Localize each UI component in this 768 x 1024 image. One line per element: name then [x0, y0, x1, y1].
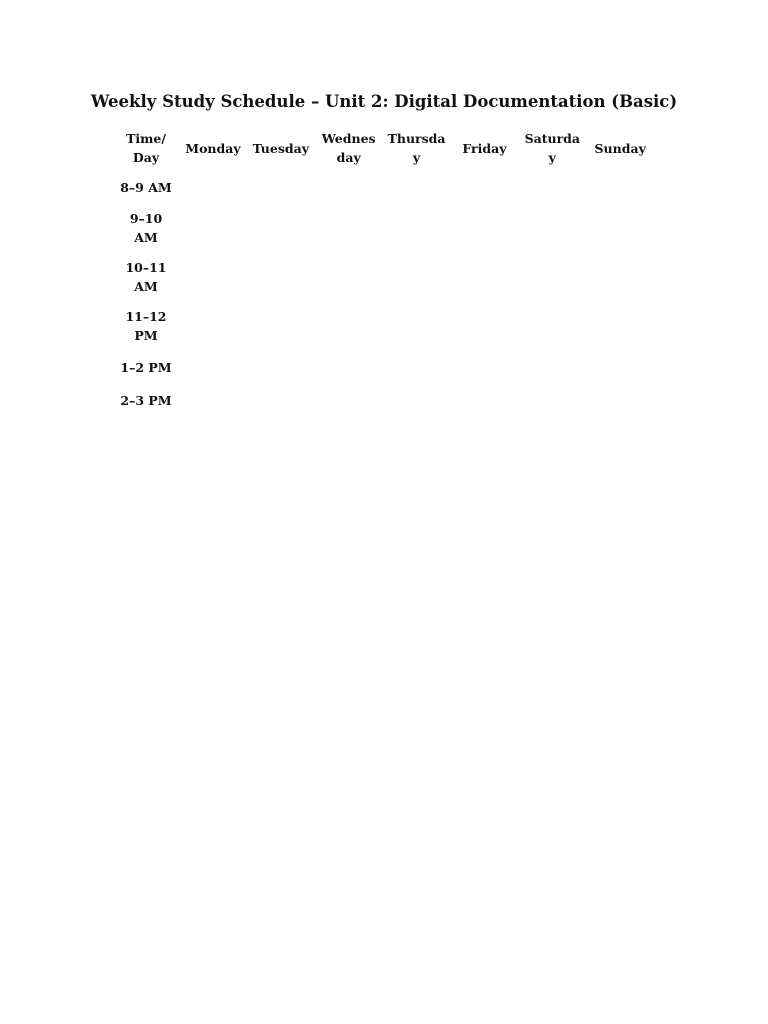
schedule-cell: [451, 385, 519, 418]
schedule-cell: [451, 352, 519, 385]
time-slot-line: 11–12: [125, 309, 167, 324]
schedule-row: [113, 303, 654, 352]
header-day-tuesday: [247, 126, 315, 172]
header-day-sunday: [586, 126, 654, 172]
schedule-row: [113, 205, 654, 254]
header-label-line: Thursda: [387, 131, 446, 146]
schedule-cell: [451, 303, 519, 352]
schedule-cell: [586, 205, 654, 254]
schedule-cell: [247, 352, 315, 385]
header-time-day: [113, 126, 179, 172]
schedule-cell: [586, 303, 654, 352]
schedule-cell: [383, 172, 451, 205]
header-day-thursday: [383, 126, 451, 172]
header-label-line: Monday: [185, 140, 241, 156]
schedule-cell: [518, 303, 586, 352]
schedule-header: [113, 126, 654, 172]
schedule-cell: [586, 172, 654, 205]
header-label-line: Tuesday: [252, 140, 309, 156]
schedule-cell: [315, 254, 383, 303]
schedule-cell: [383, 254, 451, 303]
schedule-cell: [179, 205, 247, 254]
schedule-cell: [383, 352, 451, 385]
schedule-cell: [518, 352, 586, 385]
schedule-table: [113, 126, 654, 418]
schedule-cell: [518, 205, 586, 254]
schedule-cell: [383, 385, 451, 418]
time-slot-label: [113, 172, 179, 205]
time-slot-label: [113, 205, 179, 254]
schedule-cell: [451, 172, 519, 205]
header-label-line: Day: [132, 150, 160, 165]
schedule-cell: [247, 172, 315, 205]
schedule-cell: [518, 254, 586, 303]
schedule-cell: [586, 352, 654, 385]
header-row: [113, 126, 654, 172]
time-slot-line: 9–10: [129, 211, 163, 226]
header-day-saturday: [518, 126, 586, 172]
time-slot-line: 1–2 PM: [120, 359, 172, 375]
time-slot-line: 2–3 PM: [120, 392, 172, 408]
header-label-line: Saturda: [524, 131, 581, 146]
schedule-cell: [518, 172, 586, 205]
time-slot-label: [113, 385, 179, 418]
schedule-cell: [315, 303, 383, 352]
header-label-line: Wednes: [321, 131, 376, 146]
schedule-body: [113, 172, 654, 418]
time-slot-label: [113, 352, 179, 385]
time-slot-line: AM: [134, 230, 158, 245]
time-slot-line: AM: [134, 279, 158, 294]
document-title: Weekly Study Schedule – Unit 2: Digital Documentation (Basic): [90, 92, 678, 111]
header-day-monday: [179, 126, 247, 172]
schedule-cell: [179, 352, 247, 385]
schedule-cell: [315, 352, 383, 385]
header-day-wednesday: [315, 126, 383, 172]
schedule-cell: [315, 205, 383, 254]
header-label-line: Time/: [126, 131, 166, 146]
time-slot-label: [113, 303, 179, 352]
schedule-row: [113, 172, 654, 205]
schedule-cell: [518, 385, 586, 418]
schedule-cell: [179, 254, 247, 303]
schedule-cell: [383, 205, 451, 254]
schedule-cell: [179, 385, 247, 418]
schedule-cell: [315, 172, 383, 205]
time-slot-line: PM: [134, 328, 158, 343]
header-label-line: Friday: [462, 140, 507, 156]
header-label-line: Sunday: [594, 140, 646, 156]
time-slot-line: 8–9 AM: [120, 179, 172, 195]
header-label-line: day: [336, 150, 361, 165]
time-slot-line: 10–11: [125, 260, 167, 275]
header-label-line: y: [412, 150, 421, 165]
schedule-cell: [247, 303, 315, 352]
schedule-cell: [383, 303, 451, 352]
schedule-cell: [247, 205, 315, 254]
schedule-row: [113, 385, 654, 418]
schedule-cell: [586, 385, 654, 418]
schedule-cell: [315, 385, 383, 418]
schedule-cell: [179, 172, 247, 205]
header-label-line: y: [548, 150, 556, 165]
schedule-cell: [451, 254, 519, 303]
schedule-row: [113, 352, 654, 385]
schedule-cell: [586, 254, 654, 303]
time-slot-label: [113, 254, 179, 303]
schedule-cell: [451, 205, 519, 254]
schedule-cell: [247, 385, 315, 418]
header-day-friday: [451, 126, 519, 172]
schedule-row: [113, 254, 654, 303]
schedule-cell: [247, 254, 315, 303]
schedule-cell: [179, 303, 247, 352]
